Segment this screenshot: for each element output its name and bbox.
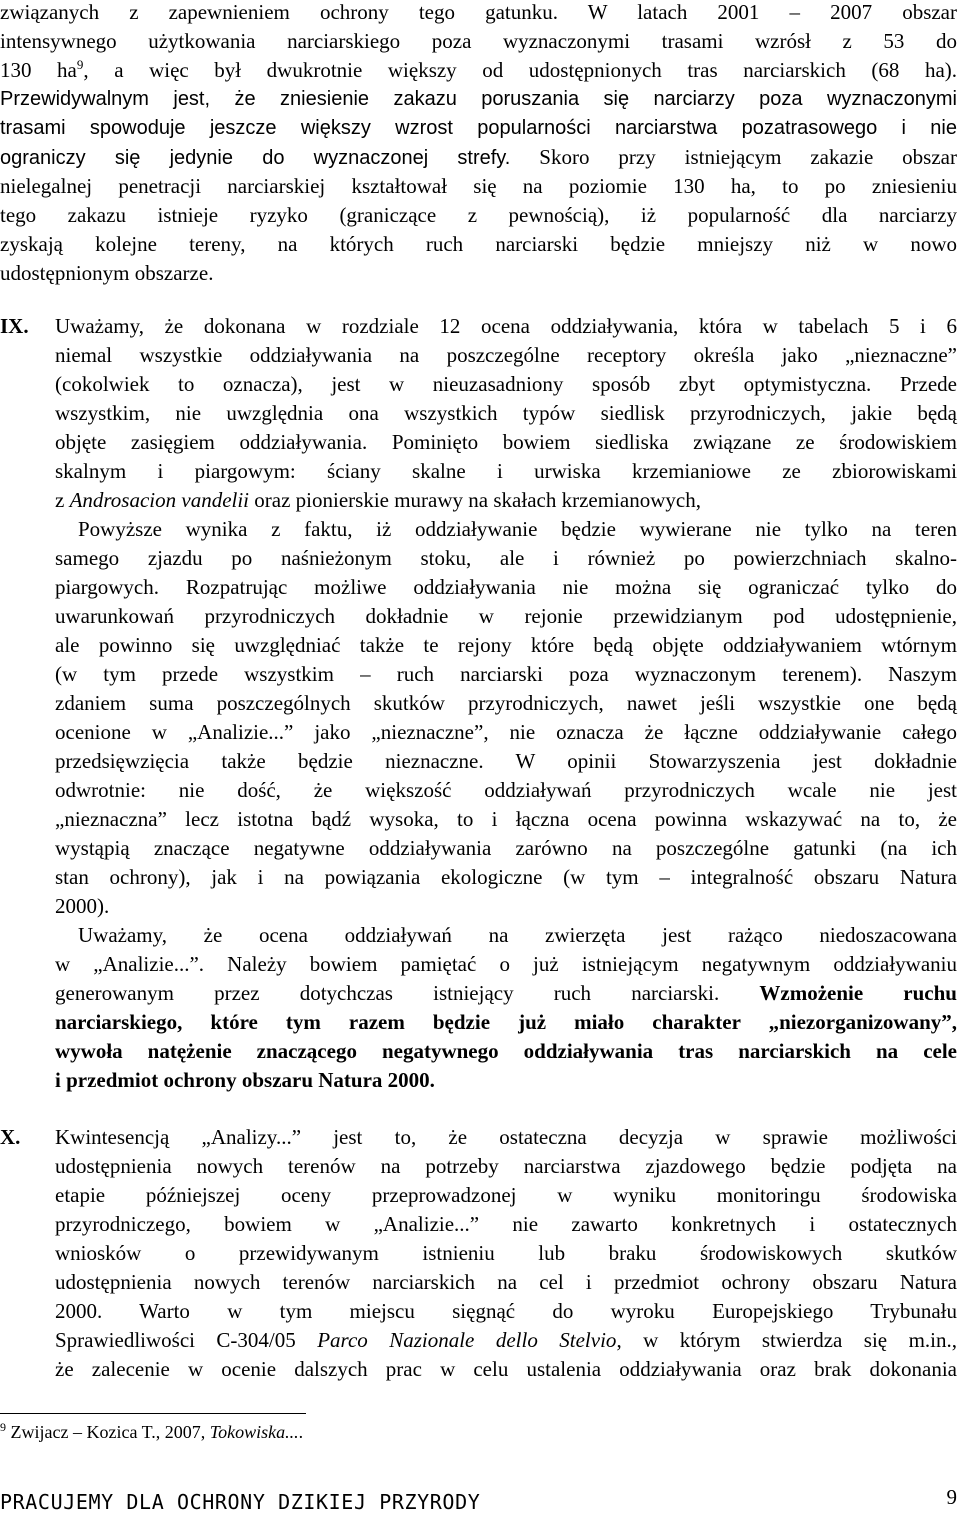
text-line: samego zjazdu po naśnieżonym stoku, ale i również po powierzchniach skalno-: [55, 546, 957, 570]
text-line: „nieznaczna” lecz istotna bądź wysoka, to i łączna ocena powinna wskazywać na to, że: [55, 807, 957, 831]
text-line: Uważamy, że ocena oddziaływań na zwierzęta jest rażąco niedoszacowana: [78, 923, 957, 947]
emphasis-line: i przedmiot ochrony obszaru Natura 2000.: [55, 1068, 435, 1092]
text-line: nielegalnej penetracji narciarskiej kształtował się na poziomie 130 ha, to po zniesieniu: [0, 174, 957, 198]
text-span: ograniczy się jedynie do wyznaczonej strefy.: [0, 147, 511, 169]
text-line: uwarunkowań przyrodniczych dokładnie w rejonie przewidzianym pod udostępnienie,: [55, 604, 957, 628]
text-line: Uważamy, że dokonana w rozdziale 12 ocena oddziaływania, która w tabelach 5 i 6: [55, 314, 957, 338]
text-line: wystąpią znaczące negatywne oddziaływania zarówno na poszczególne gatunki (na ich: [55, 836, 957, 860]
emphasis-line: narciarskiego, które tym razem będzie już miało charakter „niezorganizowany”,: [55, 1010, 957, 1034]
text-line: intensywnego użytkowania narciarskiego poza wyznaczonymi trasami wzrósł z 53 do: [0, 29, 957, 53]
text-line: ocenione w „Analizie...” jako „nieznaczne”, nie oznacza że łączne oddziaływanie całego: [55, 720, 957, 744]
text-line: Przewidywalnym jest, że zniesienie zakazu poruszania się narciarzy poza wyznaczonymi: [0, 88, 957, 110]
text-line: udostępnienia nowych terenów narciarskich na cel i przedmiot ochrony obszaru Natura: [55, 1270, 957, 1294]
text-line: [55, 486, 957, 515]
text-line: przyrodniczego, bowiem w „Analizie...” nie zawarto konkretnych i ostatecznych: [55, 1212, 957, 1236]
text-span: , w którym stwierdza się m.in.,: [616, 1328, 957, 1352]
text-span: z: [55, 488, 70, 512]
text-line: związanych z zapewnieniem ochrony tego gatunku. W latach 2001 – 2007 obszar: [0, 0, 957, 24]
text-line: [0, 56, 957, 85]
footnote-number: 9: [0, 1420, 6, 1434]
footnote-text: Zwijacz – Kozica T., 2007,: [6, 1422, 210, 1442]
text-line: Kwintesencją „Analizy...” jest to, że ostateczna decyzja w sprawie możliwości: [55, 1125, 957, 1149]
text-line: udostępnienia nowych terenów na potrzeby narciarstwa zjazdowego będzie podjęta na: [55, 1154, 957, 1178]
text-line: objęte zasięgiem oddziaływania. Pominięto bowiem siedliska związane ze środowiskiem: [55, 430, 957, 454]
footnote-title: Tokowiska...: [209, 1422, 299, 1442]
footer-slogan: PRACUJEMY DLA OCHRONY DZIKIEJ PRZYRODY: [0, 1490, 481, 1514]
text-line: udostępnionym obszarze.: [0, 261, 214, 285]
text-line: piargowych. Rozpatrując możliwe oddziaływania nie można się ograniczać tylko do: [55, 575, 957, 599]
text-line: w „Analizie...”. Należy bowiem pamiętać o już istniejącym negatywnym oddziaływaniu: [55, 952, 957, 976]
emphasis-text: Wzmożenie ruchu: [759, 981, 957, 1005]
text-line: przedsięwzięcia także będzie nieznaczne. W opinii Stowarzyszenia jest dokładnie: [55, 749, 957, 773]
text-line: tego zakazu istnieje ryzyko (graniczące z pewnością), iż popularność dla narciarzy: [0, 203, 957, 227]
text-line: skalnym i piargowym: ściany skalne i urwiska krzemianiowe ze zbiorowiskami: [55, 459, 957, 483]
text-line: wniosków o przewidywanym istnieniu lub braku środowiskowych skutków: [55, 1241, 957, 1265]
page-number: 9: [946, 1485, 957, 1509]
footnote-text: .: [298, 1422, 304, 1442]
text-line: [55, 979, 957, 1008]
text-line: wszystkim, nie uwzględnia ona wszystkich typów siedlisk przyrodniczych, jakie będą: [55, 401, 957, 425]
text-line: stan ochrony), jak i na powiązania ekologiczne (w tym – integralność obszaru Natura: [55, 865, 957, 889]
text-line: zyskają kolejne tereny, na których ruch narciarski będzie mniejszy niż w nowo: [0, 232, 957, 256]
text-span: , a więc był dwukrotnie większy od udostępnionych tras narciarskich (68 ha).: [83, 58, 958, 82]
text-line: (w tym przede wszystkim – ruch narciarski poza wyznaczonym terenem). Naszym: [55, 662, 957, 686]
text-line: odwrotnie: nie dość, że większość oddziaływań przyrodniczych wcale nie jest: [55, 778, 957, 802]
text-span: Skoro przy istniejącym zakazie obszar: [510, 145, 957, 169]
section-label-x: X.: [0, 1125, 21, 1149]
footnote: [0, 1418, 303, 1446]
text-line: ale powinno się uwzględniać także te rejony które będą objęte oddziaływaniem wtórnym: [55, 633, 957, 657]
footnote-rule: [0, 1413, 306, 1414]
section-label-ix: IX.: [0, 314, 29, 338]
text-line: [0, 143, 957, 173]
text-span: generowanym przez dotychczas istniejący ruch narciarski.: [55, 981, 720, 1005]
text-line: że zalecenie w ocenie dalszych prac w celu ustalenia oddziaływania oraz brak dokonania: [55, 1357, 957, 1381]
text-line: 2000. Warto w tym miejscu sięgnąć do wyroku Europejskiego Trybunału: [55, 1299, 957, 1323]
text-line: (cokolwiek to oznacza), jest w nieuzasadniony sposób zbyt optymistyczna. Przede: [55, 372, 957, 396]
text-line: 2000).: [55, 894, 110, 918]
text-line: zdaniem suma poszczególnych skutków przyrodniczych, nawet jeśli wszystkie one będą: [55, 691, 957, 715]
emphasis-line: wywoła natężenie znaczącego negatywnego oddziaływania tras narciarskich na cele: [55, 1039, 957, 1063]
footnote-ref: 9: [76, 57, 84, 72]
case-name: Parco Nazionale dello Stelvio: [317, 1328, 617, 1352]
text-line: Powyższe wynika z faktu, iż oddziaływanie będzie wywierane nie tylko na teren: [78, 517, 957, 541]
text-span: Sprawiedliwości C-304/05: [55, 1328, 318, 1352]
text-line: niemal wszystkie oddziaływania na poszczególne receptory określa jako „nieznaczne”: [55, 343, 957, 367]
text-line: etapie późniejszej oceny przeprowadzonej w wyniku monitoringu środowiska: [55, 1183, 957, 1207]
text-span: 130 ha: [0, 58, 77, 82]
text-line: [55, 1326, 957, 1355]
species-name: Androsacion vandelii: [69, 488, 250, 512]
text-line: trasami spowoduje jeszcze większy wzrost popularności narciarstwa pozatrasowego i nie: [0, 117, 957, 139]
text-span: oraz pionierskie murawy na skałach krzemianowych,: [249, 488, 701, 512]
